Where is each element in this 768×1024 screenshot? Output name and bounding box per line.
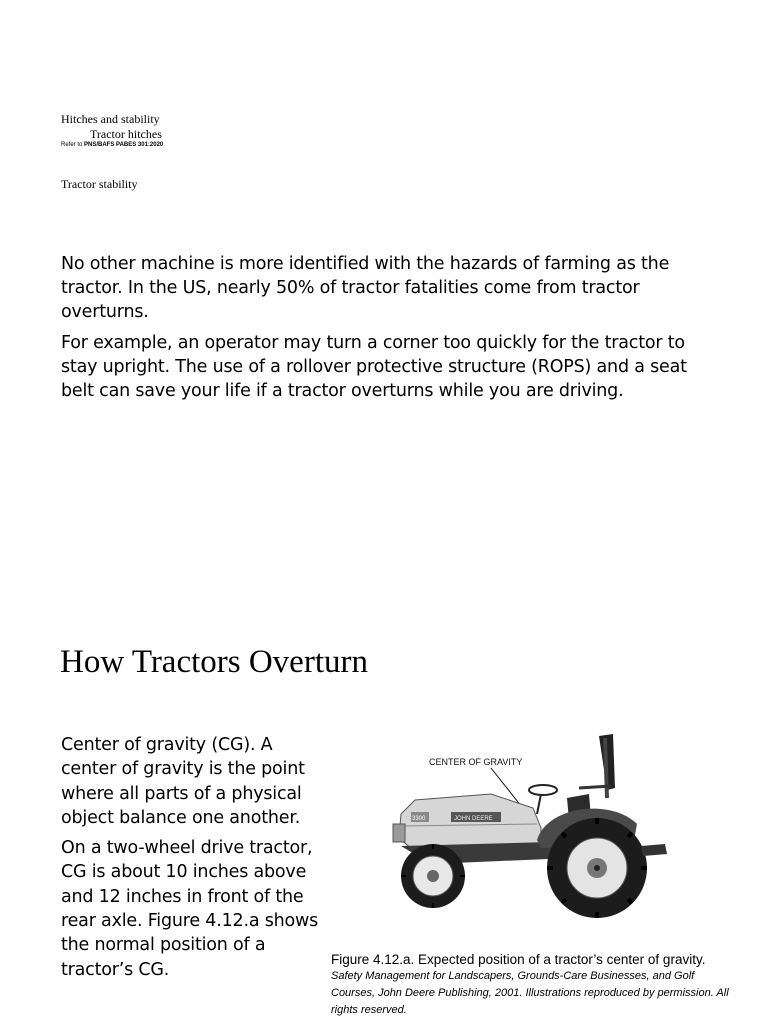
reference-code: PNS/BAFS PABES 301:2020 xyxy=(84,142,164,148)
tractor-stability-label: Tractor stability xyxy=(61,177,138,191)
tractor-figure xyxy=(341,728,733,948)
reference-prefix: Refer to xyxy=(61,142,85,148)
rear-hitch xyxy=(641,844,667,856)
header-line-tractor-hitches: Tractor hitches xyxy=(90,127,162,141)
caption-main: Figure 4.12.a. Expected position of a tractor’s center of gravity. xyxy=(331,952,706,967)
header-line-hitches-stability: Hitches and stability xyxy=(61,112,160,126)
rops-crossbar xyxy=(579,786,611,788)
intro-paragraph-1: No other machine is more identified with the hazards of farming as the tractor. In the US, nearly 50% of tractor fatalities come from tractor overturns. xyxy=(61,254,670,322)
front-hub xyxy=(427,870,439,882)
model-badge: 3300 xyxy=(412,816,426,822)
header-block xyxy=(61,112,163,149)
rops-post xyxy=(605,738,607,798)
center-of-gravity-text xyxy=(61,733,331,988)
standard-reference xyxy=(61,141,163,149)
brand-label: JOHN DEERE xyxy=(454,816,493,822)
cg-label: CENTER OF GRAVITY xyxy=(429,757,523,767)
figure-caption xyxy=(331,952,731,1018)
cg-paragraph-2: On a two-wheel drive tractor, CG is about 10 inches above and 12 inches in front of the rear axle. Figure 4.12.a shows the normal position of a tractor’s CG. xyxy=(61,838,319,980)
tractor-illustration xyxy=(341,728,733,948)
cg-paragraph-1: Center of gravity (CG). A center of gravity is the point where all parts of a physical object balance one another. xyxy=(61,735,305,828)
intro-text xyxy=(61,252,721,410)
rear-hub-center xyxy=(594,865,600,871)
section-title: How Tractors Overturn xyxy=(60,644,368,680)
caption-source: Safety Management for Landscapers, Grounds-Care Businesses, and Golf Courses, John Deere Publishing, 2001. Illustrations reproduced by permission. All rights reserved. xyxy=(331,970,729,1016)
intro-paragraph-2: For example, an operator may turn a corner too quickly for the tractor to stay upright. The use of a rollover protective structure (ROPS) and a seat belt can save your life if a tractor overturns while you are driving. xyxy=(61,333,687,401)
front-grille xyxy=(393,824,405,842)
